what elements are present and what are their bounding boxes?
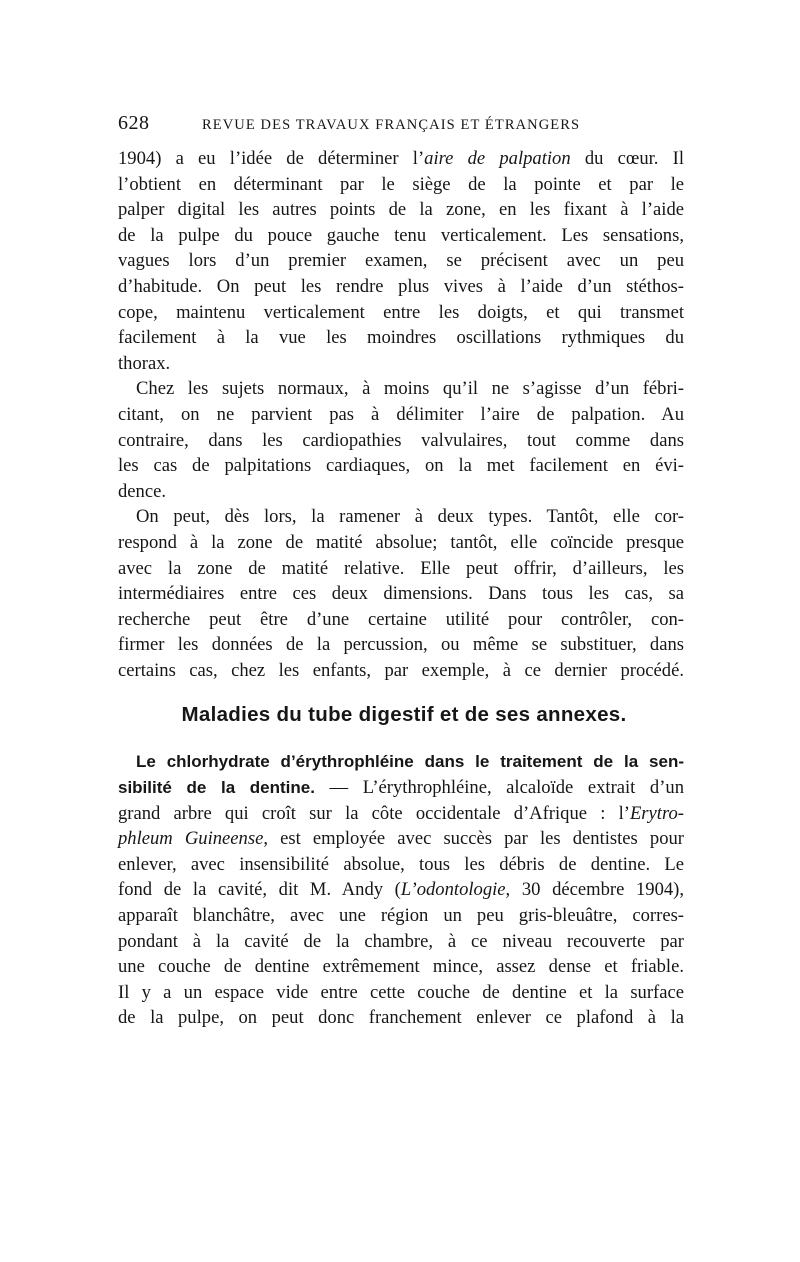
text-line: palper digital les autres points de la zone, en les fixant à l’aide xyxy=(118,199,684,221)
article-title: sibilité de la dentine. xyxy=(118,778,315,798)
text-line: facilement à la vue les moindres oscillations rythmiques du xyxy=(118,327,684,349)
paragraph-erythrophleine xyxy=(118,749,684,1031)
text-line xyxy=(118,801,684,827)
text-run: 1904) a eu l’idée de déterminer l’ xyxy=(118,148,425,169)
text-line: firmer les données de la percussion, ou même se substituer, dans xyxy=(118,634,684,656)
text-line: Chez les sujets normaux, à moins qu’il ne s’agisse d’un fébri- xyxy=(136,378,684,400)
text-line: pondant à la cavité de la chambre, à ce niveau recouverte par xyxy=(118,930,684,952)
paragraph-normal-subjects xyxy=(118,376,684,504)
text-run: grand arbre qui croît sur la côte occidentale d’Afrique : l’ xyxy=(118,802,630,824)
section-heading: Maladies du tube digestif et de ses annexes. xyxy=(181,703,627,727)
text-line: l’obtient en déterminant par le siège de la pointe et par le xyxy=(118,173,684,195)
text-line: enlever, avec insensibilité absolue, tous les débris de dentine. Le xyxy=(118,853,684,875)
text-line: les cas de palpitations cardiaques, on la met facilement en évi- xyxy=(118,455,684,477)
journal-title: L’odontologie xyxy=(400,879,506,901)
text-line: respond à la zone de matité absolue; tantôt, elle coïncide presque xyxy=(118,531,684,553)
text-line: Il y a un espace vide entre cette couche de dentine et la surface xyxy=(118,981,684,1003)
text-line: de la pulpe, on peut donc franchement enlever ce plafond à la xyxy=(118,1007,684,1029)
paragraph-two-types xyxy=(118,504,684,683)
text-line xyxy=(118,146,684,172)
text-line xyxy=(118,877,684,903)
text-run: fond de la cavité, dit M. Andy ( xyxy=(118,879,401,901)
italic-term: Erytro- xyxy=(629,802,684,824)
text-run: , est employée avec succès par les dentistes pour xyxy=(263,828,684,850)
text-line: intermédiaires entre ces deux dimensions. Dans tous les cas, sa xyxy=(118,583,684,605)
running-title: REVUE DES TRAVAUX FRANÇAIS ET ÉTRANGERS xyxy=(202,117,581,133)
paragraph-palpation-area xyxy=(118,146,684,376)
text-line xyxy=(118,826,684,852)
running-head xyxy=(118,112,684,142)
book-page xyxy=(118,112,684,1031)
text-line: citant, on ne parvient pas à délimiter l’aire de palpation. Au xyxy=(118,403,684,425)
text-line: de la pulpe du pouce gauche tenu verticalement. Les sensations, xyxy=(118,224,684,246)
text-line: vagues lors d’un premier examen, se précisent avec un peu xyxy=(118,250,684,272)
text-line: On peut, dès lors, la ramener à deux types. Tantôt, elle cor- xyxy=(136,506,684,528)
page-number: 628 xyxy=(118,112,150,134)
text-run: , 30 décembre 1904), xyxy=(505,879,684,901)
text-line xyxy=(118,749,684,775)
text-line: avec la zone de matité relative. Elle peut offrir, d’ailleurs, les xyxy=(118,557,684,579)
text-run: — L’érythrophléine, alcaloïde extrait d’un xyxy=(314,777,684,799)
text-run: du cœur. Il xyxy=(570,148,684,169)
text-line: dence. xyxy=(118,480,167,502)
italic-term: aire de palpation xyxy=(424,148,571,169)
italic-term: phleum Guineense xyxy=(118,828,264,850)
text-line: thorax. xyxy=(118,352,171,374)
text-line: cope, maintenu verticalement entre les doigts, et qui transmet xyxy=(118,301,684,323)
article-title: Le chlorhydrate d’érythrophléine dans le traitement de la sen- xyxy=(136,752,684,772)
text-line xyxy=(118,775,684,801)
text-line: apparaît blanchâtre, avec une région un peu gris-bleuâtre, corres- xyxy=(118,905,684,927)
text-line: recherche peut être d’une certaine utilité pour contrôler, con- xyxy=(118,608,684,630)
text-line: certains cas, chez les enfants, par exemple, à ce dernier procédé. xyxy=(118,659,684,681)
text-line: contraire, dans les cardiopathies valvulaires, tout comme dans xyxy=(118,429,684,451)
text-line: une couche de dentine extrêmement mince, assez dense et friable. xyxy=(118,956,684,978)
text-line: d’habitude. On peut les rendre plus vives à l’aide d’un stéthos- xyxy=(118,275,684,297)
